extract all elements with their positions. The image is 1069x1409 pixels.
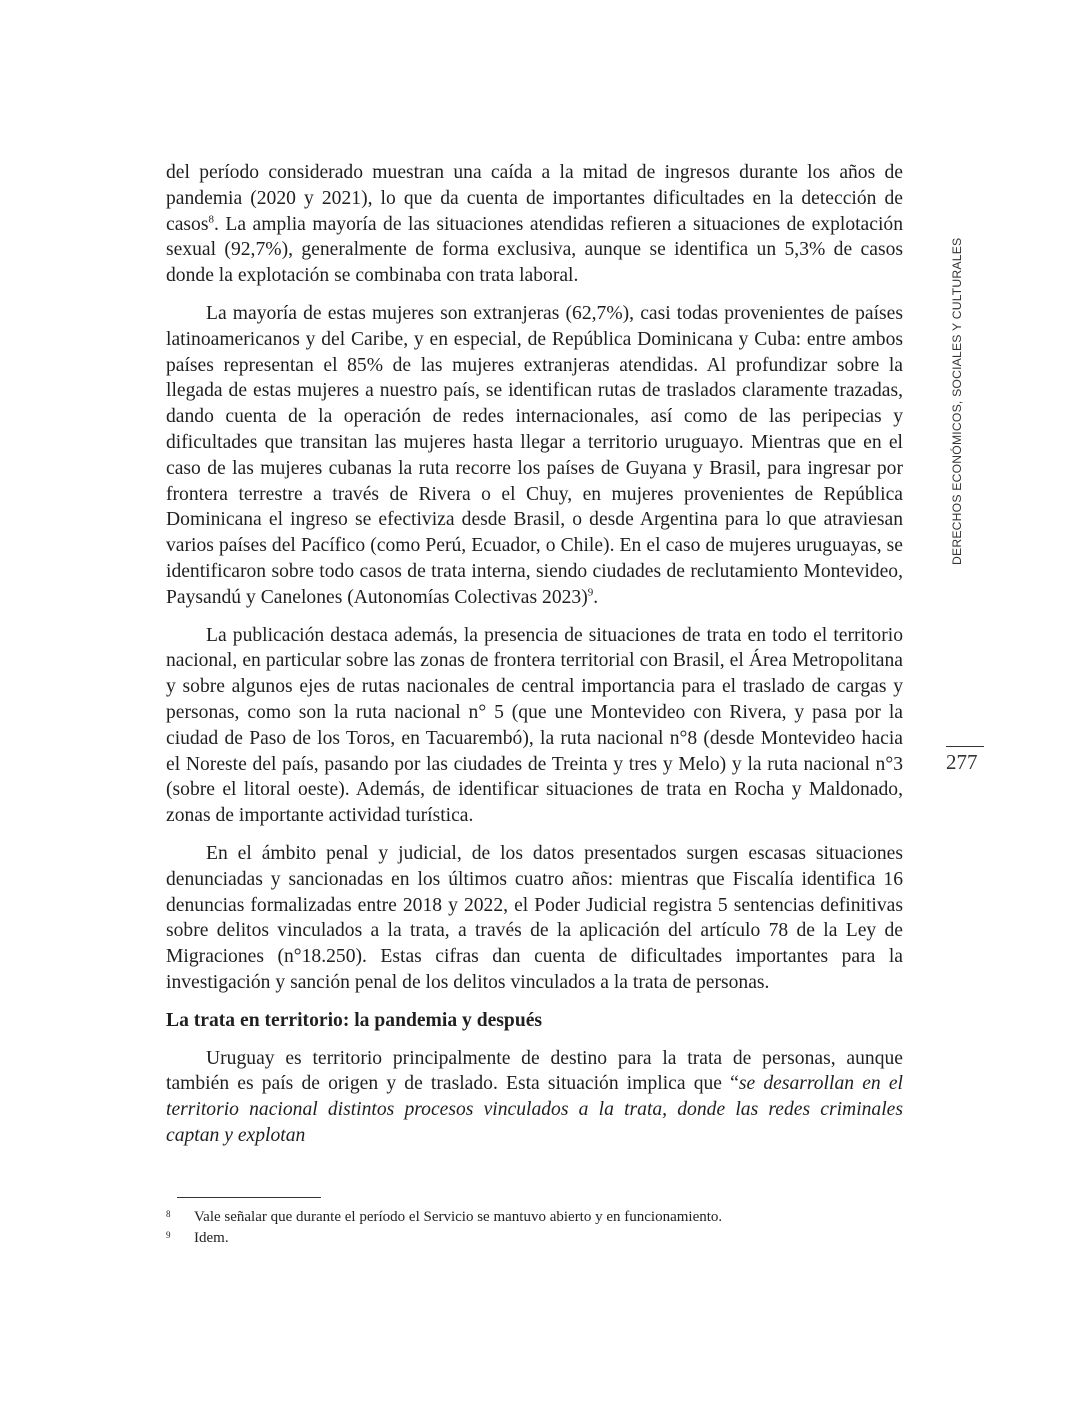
- paragraph-2-text-b: .: [593, 586, 599, 608]
- page-number-rule: [946, 746, 984, 747]
- footnote-text: Idem.: [194, 1230, 229, 1246]
- footnote-separator: [177, 1197, 321, 1198]
- paragraph-1-text-a: del período considerado muestran una caída a la mitad de ingresos durante los años de pandemia (2020 y 2021), lo que da cuenta de importantes dificultades en la detección de casos: [166, 162, 903, 235]
- paragraph-5-quote: se desarrollan en el territorio nacional distintos procesos vinculados a la trata, donde las redes criminales captan y explotan: [166, 1073, 903, 1146]
- footnote-number: 9: [166, 1230, 171, 1240]
- page-number: 277: [946, 750, 978, 774]
- paragraph-3: La publicación destaca además, la presencia de situaciones de trata en todo el territorio nacional, en particular sobre las zonas de frontera territorial con Brasil, el Área Metropolitana y sobre algunos ejes de rutas nacionales de central importancia para el traslado de cargas y personas, como son la ruta nacional n° 5 (que une Montevideo con Rivera, y pasa por la ciudad de Paso de los Toros, en Tacuarembó), la ruta nacional n°8 (desde Montevideo hacia el Noreste del país, pasando por las ciudades de Treinta y tres y Melo) y la ruta nacional n°3 (sobre el litoral oeste). Además, de identificar situaciones de trata en Rocha y Maldonado, zonas de importante actividad turística.: [166, 624, 903, 827]
- footnote-ref-9[interactable]: 9: [587, 586, 594, 599]
- paragraph-1: [166, 160, 903, 289]
- footnote-8: [166, 1207, 903, 1228]
- footnote-number: 8: [166, 1209, 171, 1219]
- paragraph-5-text: Uruguay es territorio principalmente de destino para la trata de personas, aunque también es país de origen y de traslado. Esta situación implica que “: [166, 1047, 903, 1095]
- paragraph-1-text-b: . La amplia mayoría de las situaciones atendidas refieren a situaciones de explotación sexual (92,7%), generalmente de forma exclusiva, aunque se identifica un 5,3% de casos donde la explotación se combinaba con trata laboral.: [166, 213, 903, 287]
- paragraph-5: [166, 1046, 903, 1149]
- paragraph-2-text-a: La mayoría de estas mujeres son extranjeras (62,7%), casi todas provenientes de países latinoamericanos y del Caribe, y en especial, de República Dominicana y Cuba: entre ambos países representan el 85% de las mujeres extranjeras atendidas. Al profundizar sobre la llegada de estas mujeres a nuestro país, se identifican rutas de traslados claramente trazadas, dando cuenta de la operación de redes internacionales, así como de las peripecias y dificultades que transitan las mujeres hasta llegar a territorio uruguayo. Mientras que en el caso de las mujeres cubanas la ruta recorre los países de Guyana y Brasil, para ingresar por frontera terrestre a través de Rivera o el Chuy, en mujeres provenientes de República Dominicana el ingreso se efectiviza desde Brasil, o desde Argentina para lo que atraviesan varios países del Pacífico (como Perú, Ecuador, o Chile). En el caso de mujeres uruguayas, se identificaron sobre todo casos de trata interna, siendo ciudades de reclutamiento Montevideo, Paysandú y Canelones (Autonomías Colectivas 2023): [166, 302, 903, 608]
- footnote-ref-8[interactable]: 8: [208, 213, 214, 226]
- body-text: [166, 160, 903, 1161]
- footnote-text: Vale señalar que durante el período el Servicio se mantuvo abierto y en funcionamiento.: [194, 1209, 723, 1225]
- paragraph-2: [166, 301, 903, 611]
- section-heading: La trata en territorio: la pandemia y después: [166, 1009, 543, 1031]
- paragraph-4: En el ámbito penal y judicial, de los datos presentados surgen escasas situaciones denunciadas y sancionadas en los últimos cuatro años: mientras que Fiscalía identifica 16 denuncias formalizadas entre 2018 y 2022, el Poder Judicial registra 5 sentencias definitivas sobre delitos vinculados a la trata, a través de la aplicación del artículo 78 de la Ley de Migraciones (n°18.250). Estas cifras dan cuenta de dificultades importantes para la investigación y sanción penal de los delitos vinculados a la trata de personas.: [166, 842, 903, 993]
- running-head: DERECHOS ECONÓMICOS, SOCIALES Y CULTURALES: [950, 237, 964, 565]
- footnote-9: [166, 1228, 903, 1249]
- footnotes: [166, 1207, 903, 1249]
